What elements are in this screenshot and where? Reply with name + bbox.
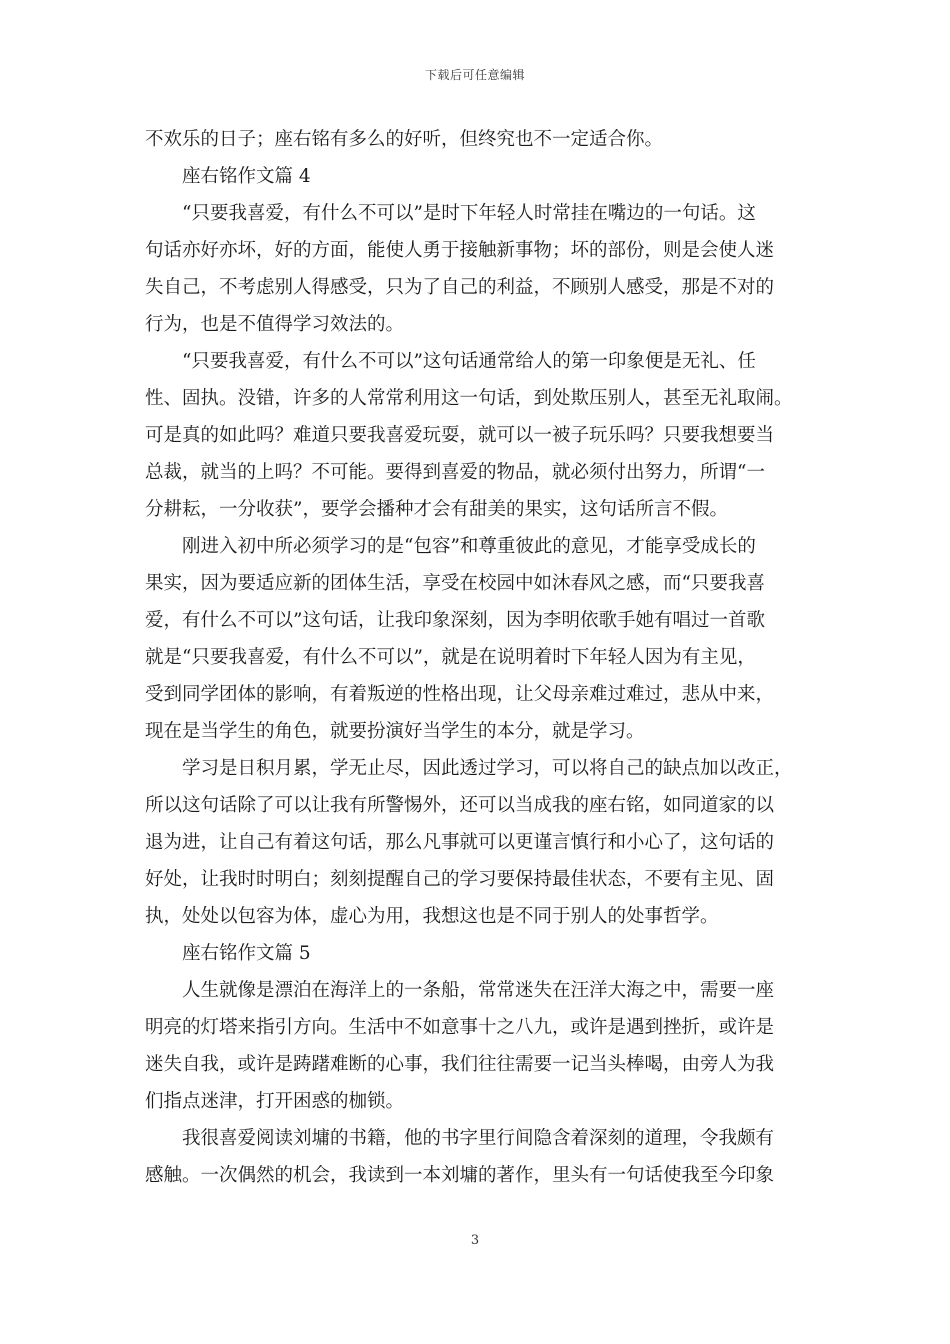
- text-line: 学习是日积月累，学无止尽，因此透过学习，可以将自己的缺点加以改正，: [182, 758, 793, 779]
- text-line: 不欢乐的日子；座右铭有多么的好听，但终究也不一定适合你。: [145, 129, 664, 150]
- text-line: 受到同学团体的影响，有着叛逆的性格出现，让父母亲难过难过，悲从中来，: [145, 684, 775, 705]
- text-line: 人生就像是漂泊在海洋上的一条船，常常迷失在汪洋大海之中，需要一座: [182, 980, 775, 1001]
- text-line: 就是“只要我喜爱，有什么不可以”，就是在说明着时下年轻人因为有主见，: [145, 647, 756, 668]
- text-line: 刚进入初中所必须学习的是“包容”和尊重彼此的意见，才能享受成长的: [182, 536, 756, 557]
- text-line: 句话亦好亦坏，好的方面，能使人勇于接触新事物；坏的部份，则是会使人迷: [145, 240, 775, 261]
- text-line: 好处，让我时时明白；刻刻提醒自己的学习要保持最佳状态，不要有主见、固: [145, 869, 775, 890]
- text-line: 爱，有什么不可以”这句话，让我印象深刻，因为李明依歌手她有唱过一首歌: [145, 610, 765, 631]
- text-line: 座右铭作文篇 5: [182, 943, 311, 964]
- text-line: 行为，也是不值得学习效法的。: [145, 314, 405, 335]
- text-line: 现在是当学生的角色，就要扮演好当学生的本分，就是学习。: [145, 721, 645, 742]
- text-line: 性、固执。没错，许多的人常常利用这一句话，到处欺压别人，甚至无礼取闹。: [145, 388, 793, 409]
- text-line: 可是真的如此吗？难道只要我喜爱玩耍，就可以一被子玩乐吗？只要我想要当: [145, 425, 775, 446]
- text-line: 迷失自我，或许是踌躇难断的心事，我们往往需要一记当头棒喝，由旁人为我: [145, 1054, 775, 1075]
- text-line: 座右铭作文篇 4: [182, 166, 311, 187]
- text-line: 果实，因为要适应新的团体生活，享受在校园中如沐春风之感，而“只要我喜: [145, 573, 765, 594]
- text-line: 所以这句话除了可以让我有所警惕外，还可以当成我的座右铭，如同道家的以: [145, 795, 775, 816]
- text-line: 我很喜爱阅读刘墉的书籍，他的书字里行间隐含着深刻的道理，令我颇有: [182, 1128, 775, 1149]
- document-body: [145, 121, 809, 1194]
- text-line: 们指点迷津，打开困惑的枷锁。: [145, 1091, 405, 1112]
- text-line: 分耕耘，一分收获”，要学会播种才会有甜美的果实，这句话所言不假。: [145, 499, 728, 520]
- text-line: 总裁，就当的上吗？不可能。要得到喜爱的物品，就必须付出努力，所谓“一: [145, 462, 765, 483]
- text-line: “只要我喜爱，有什么不可以”是时下年轻人时常挂在嘴边的一句话。这: [182, 203, 756, 224]
- text-line: 退为进，让自己有着这句话，那么凡事就可以更谨言慎行和小心了，这句话的: [145, 832, 775, 853]
- text-line: 感触。一次偶然的机会，我读到一本刘墉的著作，里头有一句话使我至今印象: [145, 1165, 775, 1186]
- page-header: 下载后可任意编辑: [424, 68, 525, 82]
- text-line: 失自己，不考虑别人得感受，只为了自己的利益，不顾别人感受，那是不对的: [145, 277, 775, 298]
- text-line: 明亮的灯塔来指引方向。生活中不如意事十之八九，或许是遇到挫折，或许是: [145, 1017, 775, 1038]
- page-number: 3: [470, 1233, 480, 1248]
- text-line: 执，处处以包容为体，虚心为用，我想这也是不同于别人的处事哲学。: [145, 906, 719, 927]
- text-line: “只要我喜爱，有什么不可以”这句话通常给人的第一印象便是无礼、任: [182, 351, 756, 372]
